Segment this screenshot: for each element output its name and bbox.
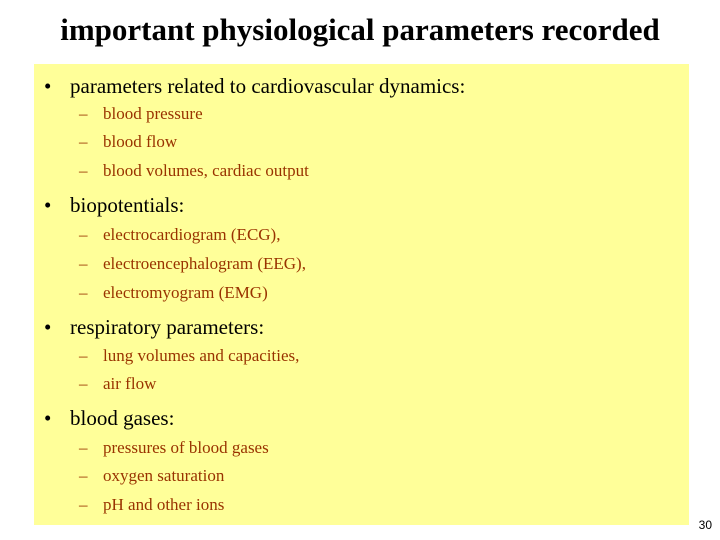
section-heading-biopotentials [44, 193, 184, 218]
list-item-text: lung volumes and capacities, [103, 346, 300, 365]
dash-marker: – [79, 466, 88, 485]
list-item-text: electroencephalogram (EEG), [103, 254, 306, 273]
slide-title: important physiological parameters recorded [60, 12, 660, 47]
dash-marker: – [79, 495, 88, 514]
section-heading-text: blood gases: [70, 406, 175, 430]
list-item-text: blood volumes, cardiac output [103, 161, 309, 180]
list-item-text: blood pressure [103, 104, 203, 123]
section-heading-text: respiratory parameters: [70, 315, 265, 339]
dash-marker: – [79, 161, 88, 180]
dash-marker: – [79, 254, 88, 273]
bullet-marker: • [44, 74, 52, 98]
section-heading-text: biopotentials: [70, 193, 185, 217]
list-item-text: electrocardiogram (ECG), [103, 225, 281, 244]
section-heading-respiratory [44, 315, 264, 340]
list-item-text: blood flow [103, 132, 178, 151]
list-item [79, 104, 203, 124]
bullet-marker: • [44, 315, 52, 339]
section-heading-cardiovascular [44, 74, 465, 99]
list-item [79, 132, 177, 152]
bullet-marker: • [44, 406, 52, 430]
list-item-text: pressures of blood gases [103, 438, 269, 457]
list-item-text: pH and other ions [103, 495, 225, 514]
dash-marker: – [79, 438, 88, 457]
list-item-text: electromyogram (EMG) [103, 283, 268, 302]
list-item-text: air flow [103, 374, 157, 393]
bullet-marker: • [44, 193, 52, 217]
list-item [79, 283, 268, 303]
list-item [79, 346, 299, 366]
dash-marker: – [79, 374, 88, 393]
list-item [79, 225, 280, 245]
dash-marker: – [79, 132, 88, 151]
list-item [79, 495, 224, 515]
section-heading-blood-gases [44, 406, 174, 431]
section-heading-text: parameters related to cardiovascular dynamics: [70, 74, 466, 98]
dash-marker: – [79, 104, 88, 123]
dash-marker: – [79, 225, 88, 244]
list-item [79, 161, 309, 181]
list-item [79, 374, 156, 394]
list-item [79, 438, 269, 458]
dash-marker: – [79, 346, 88, 365]
list-item-text: oxygen saturation [103, 466, 225, 485]
dash-marker: – [79, 283, 88, 302]
list-item [79, 254, 306, 274]
page-number: 30 [698, 518, 712, 532]
list-item [79, 466, 224, 486]
